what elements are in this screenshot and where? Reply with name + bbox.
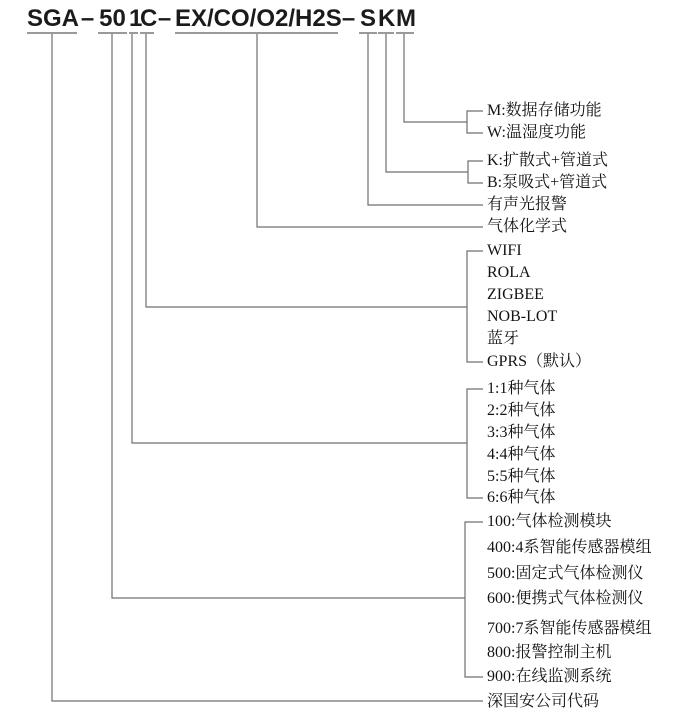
model-seg-1: 1: [129, 5, 143, 32]
connector-gascount-group: [132, 34, 483, 498]
connector-comm-group: [146, 34, 483, 362]
label-gas-formula: 气体化学式: [487, 218, 568, 235]
label-gascount-2: 2:2种气体: [487, 402, 556, 419]
connector-feature-group: [404, 34, 483, 133]
connector-gasformula: [257, 34, 483, 227]
model-seg-50: 50: [99, 5, 126, 32]
model-seg-c: C: [140, 5, 158, 32]
label-series-900: 900:在线监测系统: [487, 668, 612, 685]
label-comm-rola: ROLA: [487, 264, 531, 281]
label-gascount-6: 6:6种气体: [487, 489, 556, 506]
label-feature-w: W:温湿度功能: [487, 124, 586, 141]
label-alarm: 有声光报警: [487, 196, 568, 213]
model-seg-s: S: [359, 5, 376, 32]
connector-series-group: [112, 34, 483, 677]
model-seg-k: K: [378, 5, 396, 32]
model-seg-dash-3: –: [341, 5, 356, 32]
connector-sga-company: [52, 34, 483, 701]
label-series-500: 500:固定式气体检测仪: [487, 565, 644, 582]
label-sampling-b: B:泵吸式+管道式: [487, 174, 608, 191]
label-series-800: 800:报警控制主机: [487, 644, 612, 661]
label-gascount-1: 1:1种气体: [487, 380, 556, 397]
label-gascount-3: 3:3种气体: [487, 424, 556, 441]
label-comm-bluetooth: 蓝牙: [487, 330, 520, 347]
label-feature-m: M:数据存储功能: [487, 102, 602, 119]
label-series-100: 100:气体检测模块: [487, 513, 612, 530]
connector-sampling-group: [386, 34, 483, 183]
model-seg-gases: EX/CO/O2/H2S: [175, 5, 342, 32]
label-comm-gprs: GPRS（默认）: [487, 353, 592, 370]
connector-alarm: [368, 34, 483, 205]
model-seg-sga: SGA: [27, 5, 80, 32]
label-comm-zigbee: ZIGBEE: [487, 286, 544, 303]
label-series-600: 600:便携式气体检测仪: [487, 590, 644, 607]
label-gascount-4: 4:4种气体: [487, 446, 556, 463]
label-comm-wifi: WIFI: [487, 242, 522, 259]
label-series-400: 400:4系智能传感器模组: [487, 539, 652, 556]
model-seg-dash-2: –: [157, 5, 172, 32]
label-sampling-k: K:扩散式+管道式: [487, 152, 609, 169]
label-gascount-5: 5:5种气体: [487, 468, 556, 485]
model-seg-dash-1: –: [80, 5, 95, 32]
label-series-700: 700:7系智能传感器模组: [487, 620, 652, 637]
label-comm-noblot: NOB-LOT: [487, 308, 558, 325]
model-seg-m: M: [396, 5, 416, 32]
label-company-code: 深国安公司代码: [487, 693, 600, 710]
